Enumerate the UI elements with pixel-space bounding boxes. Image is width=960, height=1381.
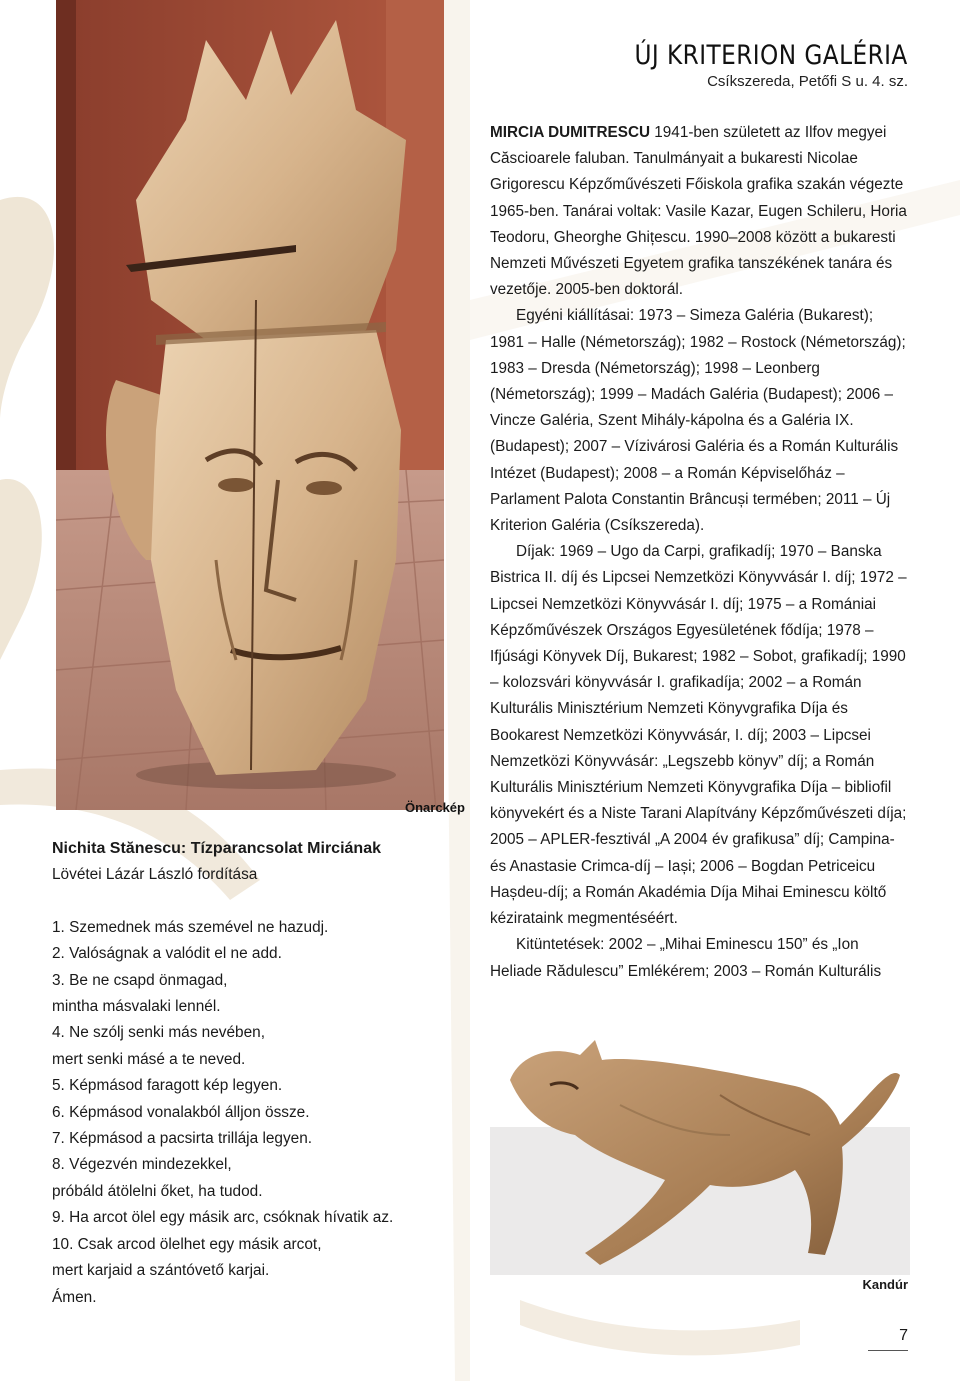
- poem-line: 1. Szemednek más szemével ne hazudj.: [52, 918, 329, 936]
- bio-honors: Kitüntetések: 2002 – „Mihai Eminescu 150” és „Ion Heliade Rădulescu” Emlékérem; 2003 – Román Kulturális: [490, 936, 882, 980]
- bio-awards: Díjak: 1969 – Ugo da Carpi, grafikadíj; 1970 – Banska Bistrica II. díj és Lipcsei Nemzetközi Könyvvásár I. díj; 1972 – Lipcsei Nemzetközi Könyvvásár I. díj; 1975 – a Romániai Képzőművészek Országos Egyesületének fődíja; 1978 – Ifjúsági Könyvek Díj, Bukarest; 1982 – Sobot, grafikadíj; 1990 – kolozsvári könyvvásár I. grafikadíja; 2002 – a Román Kulturális Minisztérium Nemzeti Könyvgrafika Díja és Bookarest Nemzetközi Könyvvásár, I. díj; 2003 – Lipcsei Nemzetközi Könyvvásár: „Legszebb könyv” díj; a Román Kulturális Minisztérium Nemzeti Könyvgrafika Díja – bibliofil könyvekért és a Niste Tarani Alapítvány Képzőművészeti díja; 2005 – APLER-fesztivál „A 2004 év grafikusa” díj; Campina- és Anastasie Crimca-díj – Iași; 2006 – Bogdan Petriceicu Hașdeu-díj; a Román Akadémia Díja Mihai Eminescu költő kézirataink megmentéséért.: [490, 543, 907, 928]
- poem-line: Ámen.: [52, 1288, 97, 1306]
- self-portrait-photo: [56, 0, 444, 810]
- bio-intro-paragraph: [490, 120, 908, 303]
- poem-line: 8. Végezvén mindezekkel,: [52, 1156, 232, 1174]
- page-number-rule: [868, 1350, 908, 1351]
- self-portrait-caption: Önarckép: [405, 800, 465, 815]
- gallery-header: [590, 40, 908, 90]
- poem-line: mert karjaid a szántóvető karjai.: [52, 1262, 270, 1280]
- poem-title: Nichita Stănescu: Tízparancsolat Mirciának: [52, 840, 381, 857]
- poem-line: 6. Képmásod vonalakból álljon össze.: [52, 1103, 310, 1121]
- gallery-address: Csíkszereda, Petőfi S u. 4. sz.: [707, 73, 908, 90]
- poem-line: 3. Be ne csapd önmagad,: [52, 971, 228, 989]
- bio-exhibitions: Egyéni kiállításai: 1973 – Simeza Galéria (Bukarest); 1981 – Halle (Németország); 1982 – Rostock (Németország); 1983 – Dresda (Németország); 1998 – Leonberg (Németország); 1999 – Madách Galéria (Budapest); 2006 – Vincze Galéria, Szent Mihály-kápolna és a Galéria IX. (Budapest); 2007 – Vízivárosi Galéria és a Román Kulturális Intézet (Budapest); 2008 – a Román Képviselőház – Parlament Palota Constantin Brâncuși termében; 2011 – Új Kriterion Galéria (Csíkszereda).: [490, 307, 906, 535]
- poem: [52, 836, 412, 1311]
- bio-intro-text: 1941-ben született az Ilfov megyei Căscioarele faluban. Tanulmányait a bukaresti Nicolae Grigorescu Képzőművészeti Főiskola grafika szakán végezte 1965-ben. Tanárai voltak: Vasile Kazar, Eugen Schileru, Horia Teodoru, Gheorghe Ghițescu. 1990–2008 között a bukaresti Nemzeti Művészeti Egyetem grafika tanszékének tanára és vezetője. 2005-ben doktorál.: [490, 124, 907, 299]
- poem-translator: Lövétei Lázár László fordítása: [52, 866, 258, 884]
- poem-line: mert senki másé a te neved.: [52, 1050, 246, 1068]
- artist-name: MIRCIA DUMITRESCU: [490, 124, 651, 141]
- poem-line: 9. Ha arcot ölel egy másik arc, csóknak hívatik az.: [52, 1209, 394, 1227]
- poem-line: 2. Valóságnak a valódit el ne add.: [52, 945, 282, 963]
- poem-line: próbáld átölelni őket, ha tudod.: [52, 1182, 263, 1200]
- gallery-title: ÚJ KRITERION GALÉRIA: [634, 40, 908, 71]
- artist-biography: [490, 120, 908, 1037]
- poem-line: 4. Ne szólj senki más nevében,: [52, 1024, 266, 1042]
- poem-line: 10. Csak arcod ölelhet egy másik arcot,: [52, 1235, 322, 1253]
- poem-line: mintha másvalaki lennél.: [52, 998, 221, 1016]
- page-number: 7: [899, 1327, 908, 1344]
- poem-line: 5. Képmásod faragott kép legyen.: [52, 1077, 283, 1095]
- poem-line: 7. Képmásod a pacsirta trillája legyen.: [52, 1130, 313, 1148]
- cat-sculpture-photo: [490, 985, 910, 1275]
- cat-caption: Kandúr: [862, 1277, 908, 1292]
